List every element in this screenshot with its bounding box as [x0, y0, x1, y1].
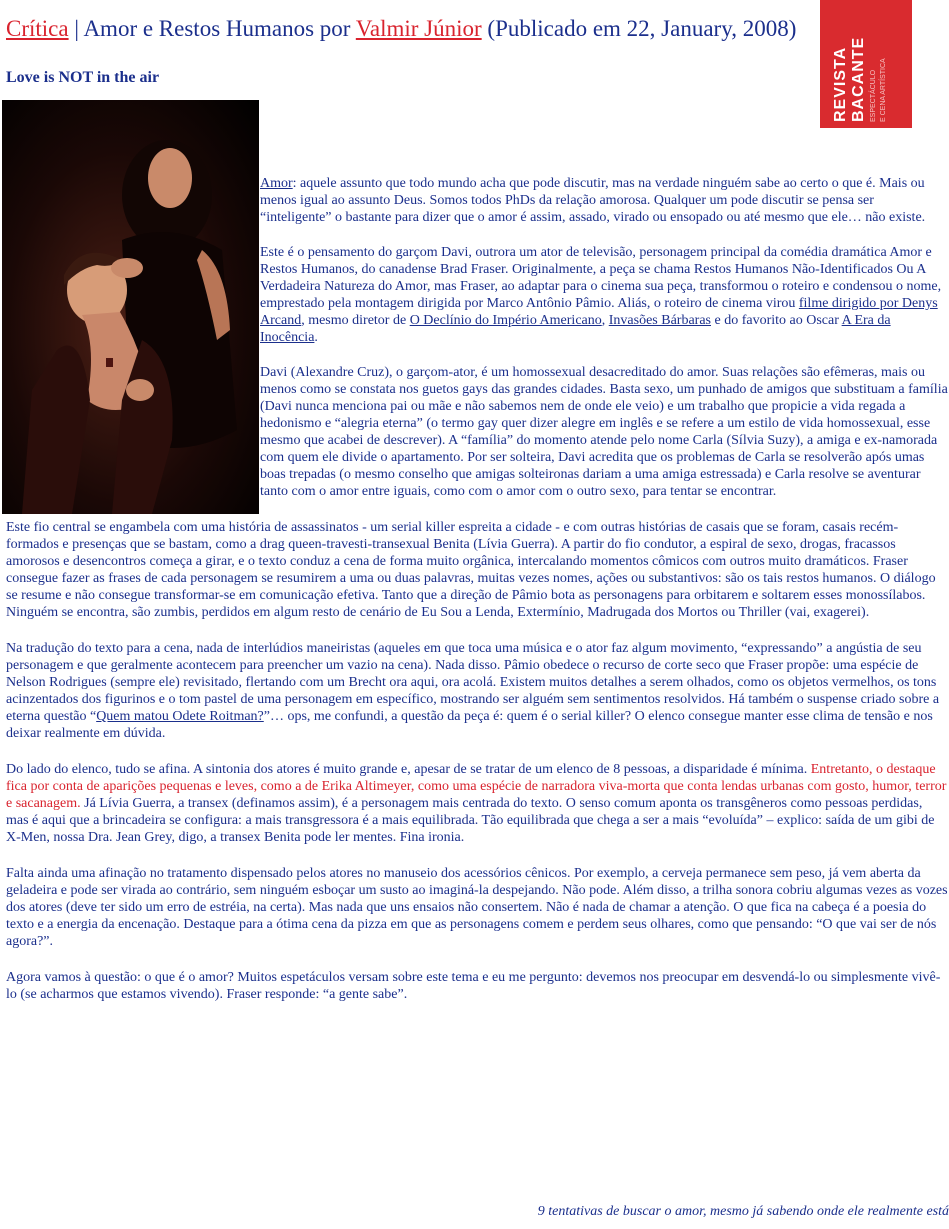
era-inocencia-link[interactable]: A Era da Inocência	[260, 313, 891, 345]
author-link[interactable]: Valmir Júnior	[355, 16, 482, 41]
paragraph-5-text-2: ”… ops, me confundi, a questão da peça é: quem é o serial killer? O elenco consegue manter esse clima de tensão e nos deixar realmente em dúvida.	[6, 709, 933, 741]
paragraph-7: Falta ainda uma afinação no tratamento dispensado pelos atores no manuseio dos acessórios cênicos. Por exemplo, a cerveja permanece sem peso, já vem aberta da geladeira e pode ser virada ao contrário, sem ninguém esboçar um susto ao imaginá-la despejando. Não pode. Além disso, a trilha sonora cobriu algumas vezes as vozes dos atores (deve ter sido um erro de estréia, na certa). Mas nada que uns ensaios não consertem. Não é nada de chamar a atenção. O que fica na cabeça é a poesia do texto e a energia da encenação. Destaque para a ótima cena da pizza em que as personagens comem e perdem seus olhares, como que pensando: “O que vai ser de nós agora?”.	[6, 866, 948, 949]
paragraph-2-text-2: , mesmo diretor de	[301, 313, 410, 328]
invasoes-link[interactable]: Invasões Bárbaras	[608, 313, 711, 328]
header-separator: |	[68, 16, 84, 41]
article-header	[6, 14, 806, 44]
article-title: Amor e Restos Humanos por	[83, 16, 356, 41]
article-tagline: 9 tentativas de buscar o amor, mesmo já sabendo onde ele realmente está	[537, 1204, 949, 1219]
paragraph-6-highlight: Entretanto, o destaque fica por conta de aparições pequenas e leves, como a de Erika Altimeyer, como uma espécie de narradora viva-morta que conta lendas urbanas com gosto, humor, terror e sacanagem.	[6, 762, 947, 811]
paragraph-4: Este fio central se engambela com uma história de assassinatos - um serial killer espreita a cidade - e com outras histórias de casais que se foram, casais recém-formados e presenças que se bastam, como a drag queen-travesti-transexual Benita (Lívia Guerra). A partir do fio condutor, a espiral de sexo, drogas, fracassos amorosos e desencontros começa a girar, e o texto conduz a cena de forma muito orgânica, intercalando momentos cômicos com outros muito dramáticos. Fraser consegue fazer as frases de cada personagem se resumirem a uma ou duas palavras, muitas vezes nomes, ações ou substantivos: são os tais restos humanos. O diálogo se resume e não consegue transformar-se em comunicação efetiva. Tanto que a direção de Pâmio bota as personagens para orbitarem e soltarem esses monossílabos. Ninguém se encontra, são zumbis, perdidos em algum resto de cenário de Eu Sou a Lenda, Extermínio, Madrugada dos Mortos ou Thriller (vai, exagerei).	[6, 520, 936, 620]
paragraph-6-text-2: Já Lívia Guerra, a transex (definamos assim), é a personagem mais centrada do texto. O senso comum aponta os transgêneros como pessoas perdidas, mas é aqui que a brincadeira se configura: a mais transgressora é a mais equilibrada. Tão equilibrada que chega a ser a mais “evoluída” – explico: saída de um gibi de X-Men, nossa Dra. Jean Grey, digo, a transex Benita pode ler mentes. Fina ironia.	[6, 796, 935, 845]
paragraph-2-text-3: ,	[601, 313, 609, 328]
amor-link[interactable]: Amor	[260, 176, 293, 191]
paragraph-3: Davi (Alexandre Cruz), o garçom-ator, é um homossexual desacreditado do amor. Suas relações são efêmeras, mais ou menos como se constata nos guetos gays das grandes cidades. Basta sexo, um punhado de amigos que substituam a família (Davi nunca menciona pai ou mãe e não sabemos nem de onde ele veio) e um trabalho que propicie a vida regada a hedonismo e “alegria eterna” (o termo gay quer dizer alegre em inglês e se refere a um estilo de vida homossexual, esse mesmo que acabei de descrever). A “família” do momento atende pelo nome Carla (Sílvia Suzy), a amiga e ex-namorada com quem ele divide o apartamento. Por ser solteira, Davi acredita que os problemas de Carla se resolverão após umas boas trepadas (o mesmo conselho que amigas solteironas dariam a uma amiga estressada) e Carla resolve se aventurar tanto com o amor entre iguais, como com o amor com o outro sexo, para tentar se encontrar.	[260, 365, 948, 499]
declinio-link[interactable]: O Declínio do Império Americano	[409, 313, 602, 328]
photo-wrap-spacer	[6, 175, 260, 514]
revista-bacante-logo[interactable]	[820, 0, 912, 128]
logo-line-1: REVISTA	[832, 46, 849, 122]
odete-roitman-link[interactable]: Quem matou Odete Roitman?	[96, 709, 264, 724]
paragraph-1-text: : aquele assunto que todo mundo acha que pode discutir, mas na verdade ninguém sabe ao certo o que é. Mais ou menos igual ao assunto Deus. Somos todos PhDs da relação amorosa. Qualquer um pode discutir se pensa ser “inteligente” o bastante para dizer que o amor é assim, assado, virado ou ensopado ou até mesmo que ele… não existe.	[260, 176, 926, 225]
logo-line-2: BACANTE	[850, 36, 867, 122]
paragraph-8: Agora vamos à questão: o que é o amor? Muitos espetáculos versam sobre este tema e eu me pergunto: devemos nos preocupar em desvendá-lo ou simplesmente vivê-lo (se acharmos que estamos vivendo). Fraser responde: “a gente sabe”.	[6, 970, 941, 1002]
article-body	[6, 175, 948, 1022]
paragraph-5-text-1: Na tradução do texto para a cena, nada de interlúdios maneiristas (aqueles em que toca uma música e o ator faz algum movimento, “expressando” a angústia de seu personagem e que geralmente acontecem para preencher um vazio na cena). Nada disso. Pâmio obedece o recurso de corte seco que Fraser propõe: uma espécie de Nelson Rodrigues (sempre ele) revisitado, flertando com um Brecht ora aqui, ora acolá. Existem muitos detalhes a serem olhados, como os objetos vermelhos, os tons acinzentados dos figurinos e o tom pastel de uma personagem em específico, mostrando ser alguém sem sentimentos resolvidos. Há também o suspense criado sobre a eterna questão “	[6, 641, 940, 724]
article-subtitle: Love is NOT in the air	[6, 69, 160, 86]
paragraph-2-text-1: Este é o pensamento do garçom Davi, outrora um ator de televisão, personagem principal da comédia dramática Amor e Restos Humanos, do canadense Brad Fraser. Originalmente, a peça se chama Restos Humanos Não-Identificados Ou A Verdadeira Natureza do Amor, mas Fraser, ao adaptar para o cinema sua peça, transformou o roteiro e condensou o nome, emprestado pela montagem dirigida por Marco Antônio Pâmio. Aliás, o roteiro de cinema virou	[260, 245, 942, 311]
publish-date: (Publicado em 22, January, 2008)	[481, 16, 797, 41]
logo-line-4: E CENA ARTÍSTICA	[880, 58, 887, 122]
filme-link[interactable]: filme dirigido por Denys Arcand	[260, 296, 938, 328]
logo-line-3: ESPECTÁCULO	[870, 69, 877, 122]
paragraph-6-text-1: Do lado do elenco, tudo se afina. A sintonia dos atores é muito grande e, apesar de se tratar de um elenco de 8 pessoas, a disparidade é mínima.	[6, 762, 811, 777]
paragraph-2-text-5: .	[314, 330, 318, 345]
category-link[interactable]: Crítica	[6, 16, 69, 41]
paragraph-5	[6, 640, 948, 742]
paragraph-2-text-4: e do favorito ao Oscar	[711, 313, 842, 328]
paragraph-6	[6, 761, 948, 846]
